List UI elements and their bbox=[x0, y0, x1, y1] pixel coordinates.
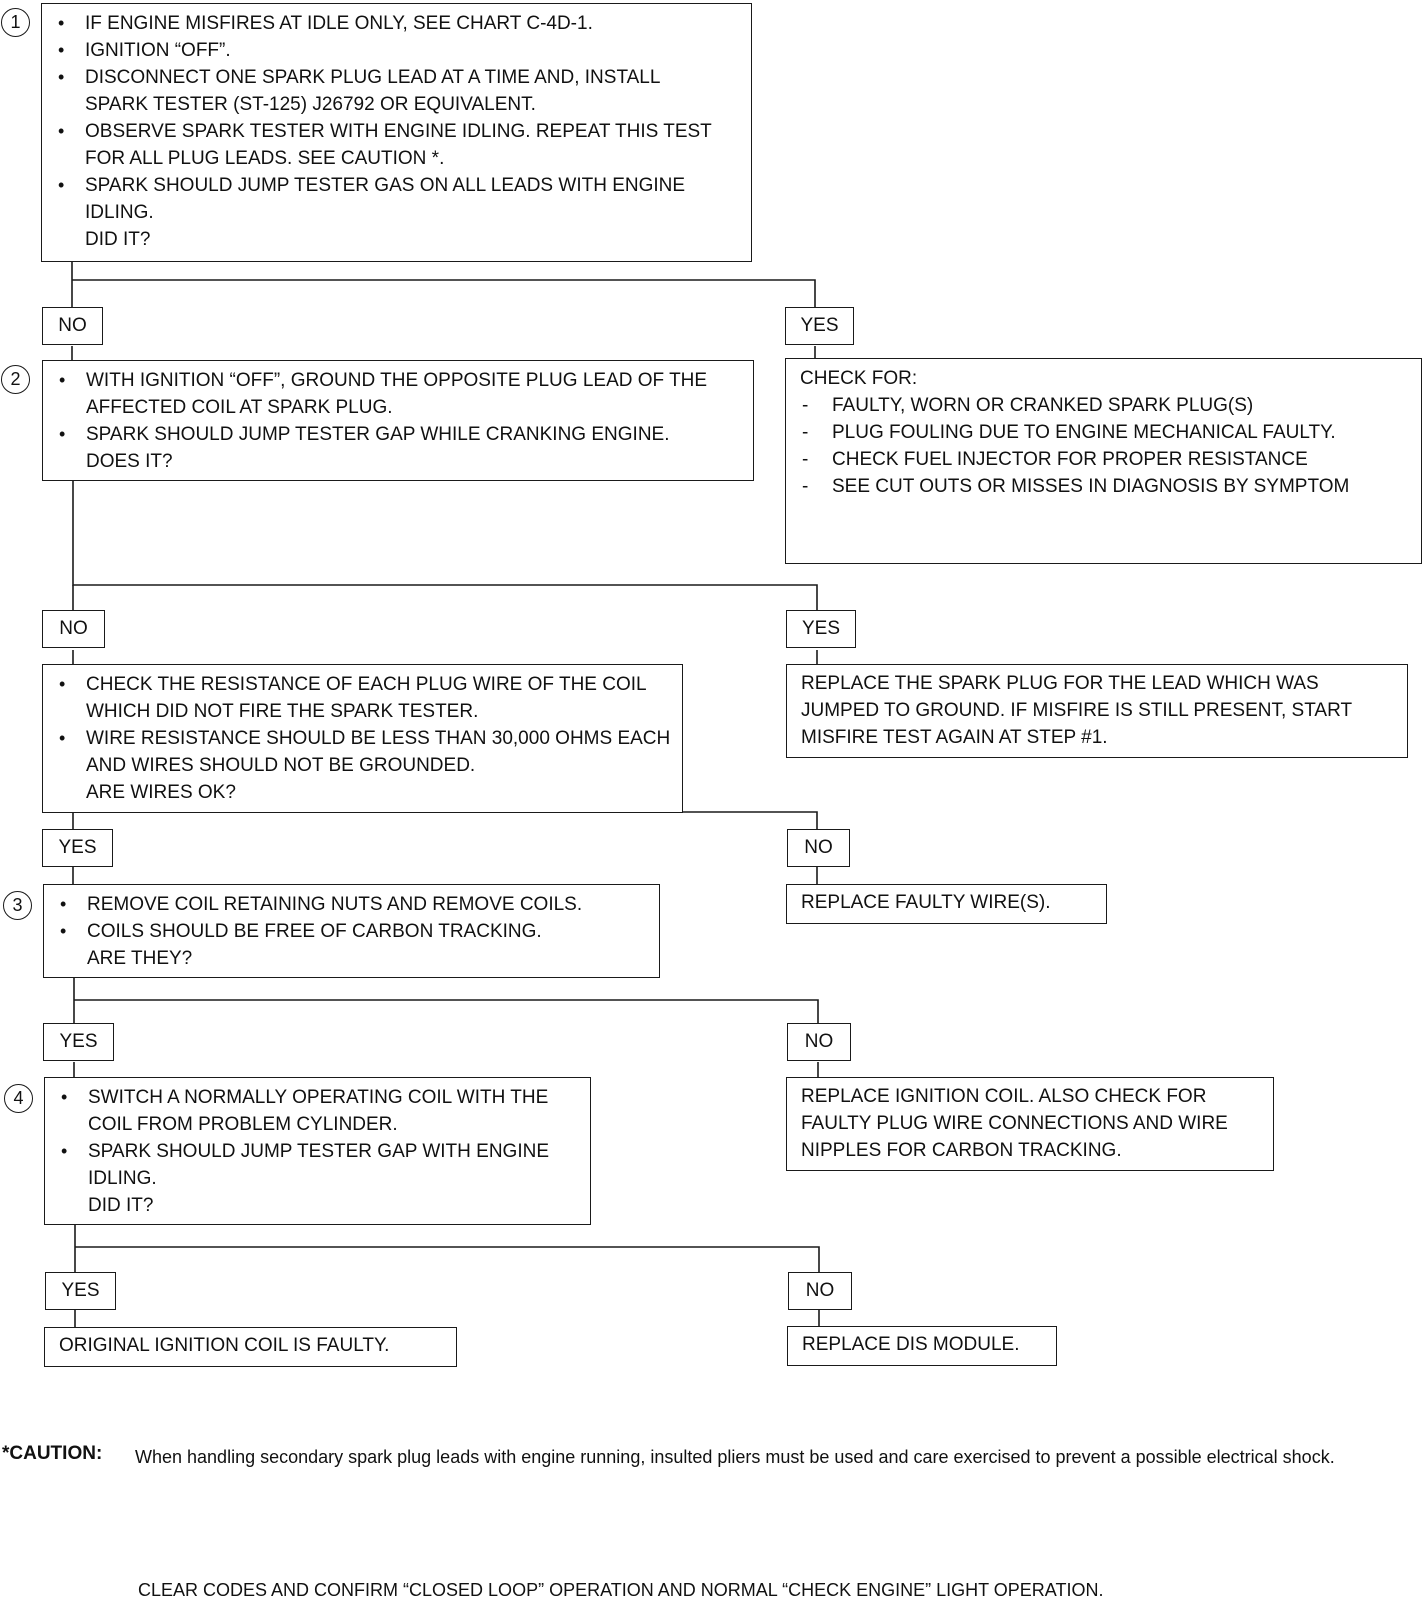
connector-2 bbox=[73, 480, 817, 610]
wire-check-question: ARE WIRES OK? bbox=[86, 782, 236, 803]
step1-question: DID IT? bbox=[85, 229, 151, 250]
step4-item: • SPARK SHOULD JUMP TESTER GAP WITH ENGINE IDLING. bbox=[45, 1138, 590, 1192]
check-item: - PLUG FOULING DUE TO ENGINE MECHANICAL FAULTY. bbox=[786, 419, 1421, 446]
yes-label: YES bbox=[785, 307, 854, 345]
step3-question: ARE THEY? bbox=[87, 948, 193, 969]
replace-spark-plug-box: REPLACE THE SPARK PLUG FOR THE LEAD WHICH WAS JUMPED TO GROUND. IF MISFIRE IS STILL PRESENT, START MISFIRE TEST AGAIN AT STEP #1. bbox=[786, 664, 1408, 758]
step4-question: DID IT? bbox=[88, 1195, 154, 1216]
connector-1 bbox=[72, 262, 815, 307]
check-item: - FAULTY, WORN OR CRANKED SPARK PLUG(S) bbox=[786, 392, 1421, 419]
wire-check-box bbox=[42, 664, 683, 813]
step1-item: • IGNITION “OFF”. bbox=[42, 37, 751, 64]
step1-item: • DISCONNECT ONE SPARK PLUG LEAD AT A TIME AND, INSTALL SPARK TESTER (ST-125) J26792 OR EQUIVALENT. bbox=[42, 64, 751, 118]
step1-item: • OBSERVE SPARK TESTER WITH ENGINE IDLING. REPEAT THIS TEST FOR ALL PLUG LEADS. SEE CAUTION *. bbox=[42, 118, 751, 172]
replace-dis-box: REPLACE DIS MODULE. bbox=[787, 1326, 1057, 1366]
yes-label: YES bbox=[786, 610, 856, 648]
connector-4 bbox=[74, 976, 818, 1023]
step3-item: • REMOVE COIL RETAINING NUTS AND REMOVE COILS. bbox=[44, 891, 659, 918]
step3-box bbox=[43, 884, 660, 978]
replace-wires-box: REPLACE FAULTY WIRE(S). bbox=[786, 884, 1107, 924]
check-item: - CHECK FUEL INJECTOR FOR PROPER RESISTANCE bbox=[786, 446, 1421, 473]
yes-label: YES bbox=[43, 1023, 114, 1061]
no-label: NO bbox=[787, 829, 850, 867]
step2-item: • SPARK SHOULD JUMP TESTER GAP WHILE CRANKING ENGINE. bbox=[43, 421, 753, 448]
step-marker-2: 2 bbox=[1, 365, 30, 394]
yes-label: YES bbox=[42, 829, 113, 867]
step-marker-3: 3 bbox=[3, 891, 32, 920]
caution-heading: *CAUTION: bbox=[2, 1443, 103, 1464]
no-label: NO bbox=[787, 1023, 851, 1061]
check-note: - SEE CUT OUTS OR MISSES IN DIAGNOSIS BY SYMPTOM bbox=[786, 473, 1421, 500]
no-label: NO bbox=[788, 1272, 852, 1310]
no-label: NO bbox=[42, 307, 103, 345]
coil-faulty-box: ORIGINAL IGNITION COIL IS FAULTY. bbox=[44, 1327, 457, 1367]
step4-item: • SWITCH A NORMALLY OPERATING COIL WITH THE COIL FROM PROBLEM CYLINDER. bbox=[45, 1084, 590, 1138]
check-heading: CHECK FOR: bbox=[800, 368, 918, 389]
step1-item: • IF ENGINE MISFIRES AT IDLE ONLY, SEE CHART C-4D-1. bbox=[42, 10, 751, 37]
step2-box bbox=[42, 360, 754, 481]
step1-box bbox=[41, 3, 752, 262]
yes-label: YES bbox=[45, 1272, 116, 1310]
step-marker-4: 4 bbox=[4, 1084, 33, 1113]
check-for-box bbox=[785, 358, 1422, 564]
connector-3 bbox=[73, 812, 817, 829]
connector-5 bbox=[75, 1224, 819, 1272]
footer-instruction: CLEAR CODES AND CONFIRM “CLOSED LOOP” OPERATION AND NORMAL “CHECK ENGINE” LIGHT OPERATION. bbox=[138, 1580, 1104, 1600]
wire-check-item: • WIRE RESISTANCE SHOULD BE LESS THAN 30,000 OHMS EACH AND WIRES SHOULD NOT BE GROUNDED. bbox=[43, 725, 682, 779]
step3-item: • COILS SHOULD BE FREE OF CARBON TRACKING. bbox=[44, 918, 659, 945]
wire-check-item: • CHECK THE RESISTANCE OF EACH PLUG WIRE OF THE COIL WHICH DID NOT FIRE THE SPARK TESTER. bbox=[43, 671, 682, 725]
replace-coil-box: REPLACE IGNITION COIL. ALSO CHECK FOR FAULTY PLUG WIRE CONNECTIONS AND WIRE NIPPLES FOR CARBON TRACKING. bbox=[786, 1077, 1274, 1171]
step1-item: • SPARK SHOULD JUMP TESTER GAS ON ALL LEADS WITH ENGINE IDLING. bbox=[42, 172, 751, 226]
step2-question: DOES IT? bbox=[86, 451, 173, 472]
step2-item: • WITH IGNITION “OFF”, GROUND THE OPPOSITE PLUG LEAD OF THE AFFECTED COIL AT SPARK PLUG. bbox=[43, 367, 753, 421]
step4-box bbox=[44, 1077, 591, 1225]
step-marker-1: 1 bbox=[1, 8, 30, 37]
caution-text: When handling secondary spark plug leads with engine running, insulted pliers must be used and care exercised to prevent a possible electrical shock. bbox=[135, 1447, 1335, 1467]
no-label: NO bbox=[42, 610, 105, 648]
